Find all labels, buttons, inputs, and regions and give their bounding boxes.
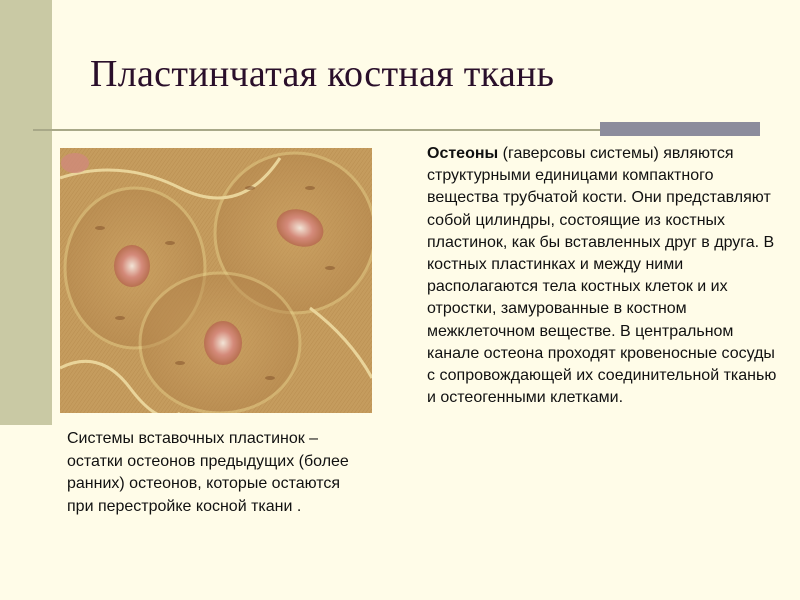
micrograph-image: [60, 148, 372, 413]
osteon-term: Остеоны: [427, 145, 499, 162]
side-bar-decoration: [0, 0, 52, 425]
osteon-description-body: (гаверсовы системы) являются структурными единицами компактного вещества трубчатой кости. Они представляют собой цилиндры, состоящие из костных пластинок, как бы вставленных друг в друга. В костных пластинках и между ними располагаются тела костных клеток и их отростки, замурованные в костном межклеточном веществе. В центральном канале остеона проходят кровеносные сосуды с сопровождающей их соединительной тканью и остеогенными клетками.: [427, 145, 777, 407]
title-divider-accent: [600, 122, 760, 136]
slide-title: Пластинчатая костная ткань: [90, 53, 555, 95]
interstitial-lamellae-description: Системы вставочных пластинок – остатки остеонов предыдущих (более ранних) остеонов, которые остаются при перестройке косной ткани .: [67, 430, 349, 515]
osteon-description: [427, 143, 777, 409]
